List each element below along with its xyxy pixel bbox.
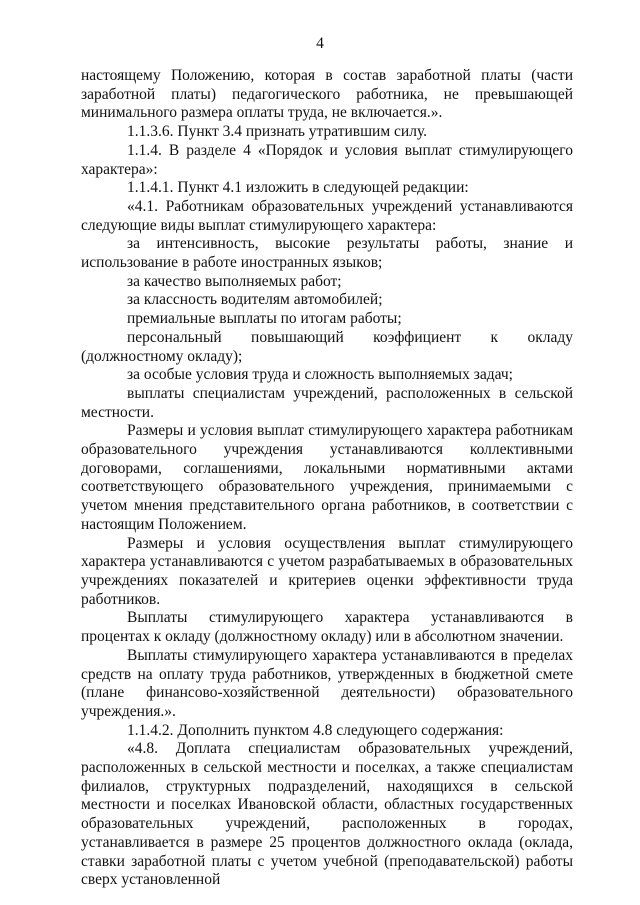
paragraph: 1.1.3.6. Пункт 3.4 признать утратившим силу. bbox=[127, 123, 428, 141]
page-number: 4 bbox=[316, 35, 324, 52]
list-item-paragraph: за особые условия труда и сложность выполняемых задач; bbox=[127, 366, 513, 384]
list-item-paragraph: за качество выполняемых работ; bbox=[127, 272, 342, 290]
paragraph: Размеры и условия выплат стимулирующего характера работникам образовательного учреждения устанавливаются коллективными договорами, соглашениями, локальными нормативными актами соответствующего образовательного учреждения, принимаемыми с учетом мнения представительного органа работников, в соответствии с настоящим Положением. bbox=[81, 422, 573, 533]
list-item-paragraph: персональный повышающий коэффициент к окладу (должностному окладу); bbox=[81, 328, 573, 365]
paragraph: Выплаты стимулирующего характера устанавливаются в пределах средств на оплату труда работников, утвержденных в бюджетной смете (плане финансово-хозяйственной деятельности) образовательного учреждения.». bbox=[81, 646, 573, 720]
paragraph: 1.1.4.2. Дополнить пунктом 4.8 следующего содержания: bbox=[127, 721, 504, 739]
document-body bbox=[81, 67, 573, 890]
paragraph: Размеры и условия осуществления выплат стимулирующего характера устанавливаются с учетом разрабатываемых в образовательных учреждениях показателей и критериев оценки эффективности труда работников. bbox=[81, 534, 573, 608]
paragraph: «4.1. Работникам образовательных учреждений устанавливаются следующие виды выплат стимулирующего характера: bbox=[81, 197, 573, 234]
list-item-paragraph: выплаты специалистам учреждений, расположенных в сельской местности. bbox=[81, 384, 573, 421]
paragraph: 1.1.4.1. Пункт 4.1 изложить в следующей редакции: bbox=[127, 179, 469, 197]
paragraph: Выплаты стимулирующего характера устанавливаются в процентах к окладу (должностному окладу) или в абсолютном значении. bbox=[81, 609, 573, 646]
paragraph-continuation: настоящему Положению, которая в состав заработной платы (части заработной платы) педагогического работника, не превышающей минимального размера оплаты труда, не включается.». bbox=[81, 67, 573, 122]
paragraph: 1.1.4. В разделе 4 «Порядок и условия выплат стимулирующего характера»: bbox=[81, 141, 573, 178]
list-item-paragraph: премиальные выплаты по итогам работы; bbox=[127, 310, 402, 328]
list-item-paragraph: за классность водителям автомобилей; bbox=[127, 291, 383, 309]
list-item-paragraph: за интенсивность, высокие результаты работы, знание и использование в работе иностранных языков; bbox=[81, 235, 573, 272]
paragraph: «4.8. Доплата специалистам образовательных учреждений, расположенных в сельской местности и поселках, а также специалистам филиалов, структурных подразделений, находящихся в сельской местности и поселках Ивановской области, областных государственных образовательных учреждений, расположенных в городах, устанавливается в размере 25 процентов должностного оклада (оклада, ставки заработной платы с учетом учебной (преподавательской) работы сверх установленной bbox=[81, 740, 573, 889]
